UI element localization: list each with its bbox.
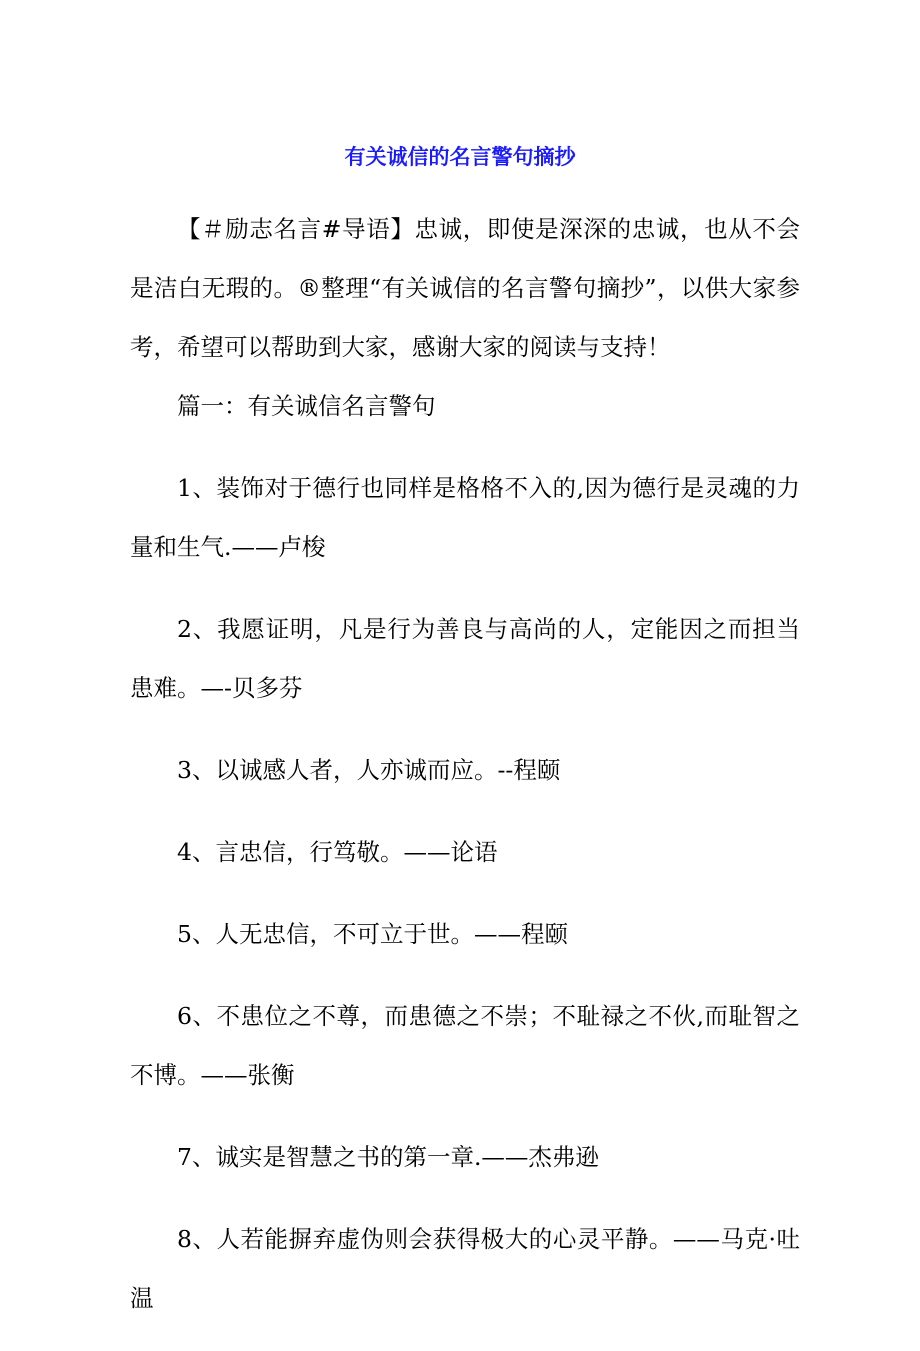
quote-item: 8、人若能摒弃虚伪则会获得极大的心灵平静。——马克·吐温 [130, 1225, 800, 1312]
quote-item: 5、人无忠信，不可立于世。——程颐 [177, 920, 568, 948]
document-body [130, 200, 800, 1351]
quote-item: 7、诚实是智慧之书的第一章.——杰弗逊 [177, 1143, 599, 1171]
intro-paragraph: 【＃励志名言#导语】忠诚，即使是深深的忠诚，也从不会是洁白无瑕的。®整理“有关诚信的名言警句摘抄”，以供大家参考，希望可以帮助到大家，感谢大家的阅读与支持！ [130, 215, 800, 361]
quote-item: 4、言忠信，行笃敬。——论语 [177, 838, 498, 866]
quote-item: 2、我愿证明，凡是行为善良与高尚的人，定能因之而担当患难。—-贝多芬 [130, 615, 800, 702]
section-heading: 篇一：有关诚信名言警句 [177, 392, 436, 420]
quote-item: 6、不患位之不尊，而患德之不崇；不耻禄之不伙,而耻智之不博。——张衡 [130, 1002, 800, 1089]
quote-item: 3、以诚感人者，人亦诚而应。--程颐 [177, 756, 561, 784]
document-title: 有关诚信的名言警句摘抄 [344, 145, 576, 169]
quote-item: 1、装饰对于德行也同样是格格不入的,因为德行是灵魂的力量和生气.——卢梭 [130, 474, 800, 561]
